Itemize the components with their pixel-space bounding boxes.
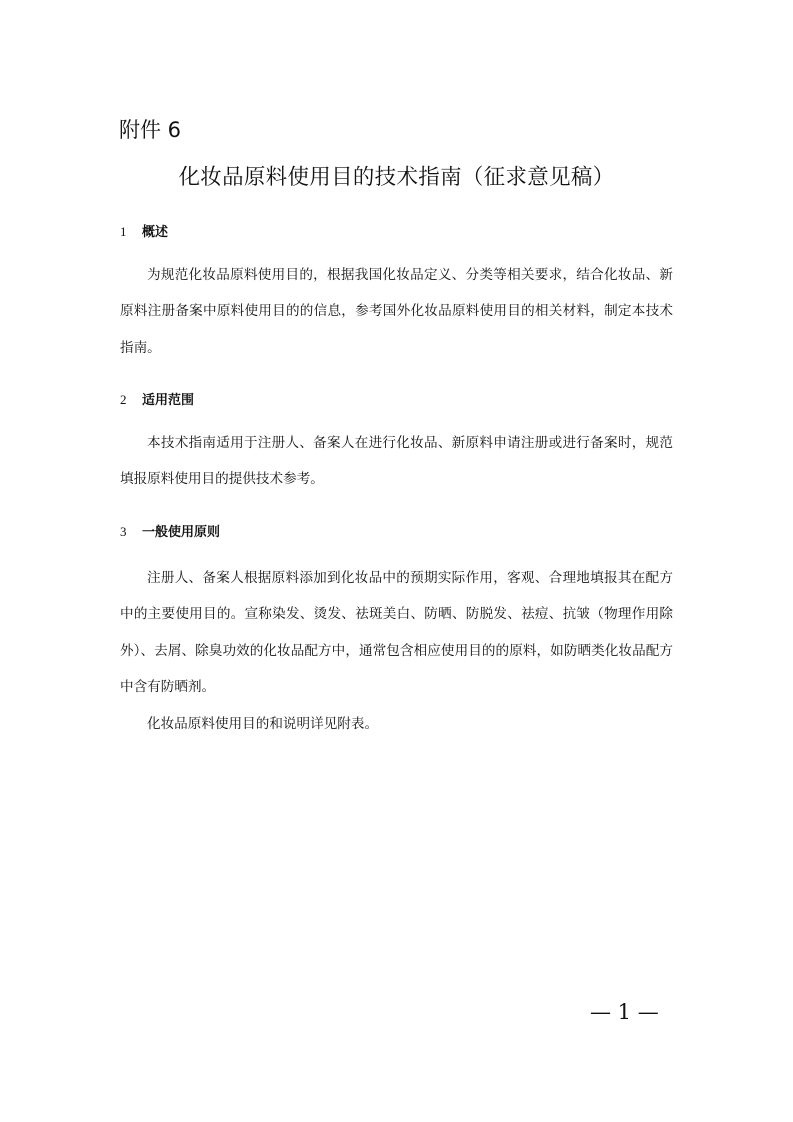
- section-title: 适用范围: [142, 393, 195, 408]
- section-title: 一般使用原则: [142, 525, 221, 540]
- section-heading-scope: [120, 389, 194, 408]
- section-number: 2: [120, 392, 127, 407]
- paragraph-overview: 为规范化妆品原料使用目的，根据我国化妆品定义、分类等相关要求，结合化妆品、新原料注册备案中原料使用目的的信息，参考国外化妆品原料使用目的相关材料，制定本技术指南。: [120, 267, 673, 356]
- section-heading-principles: [120, 521, 220, 540]
- paragraph-principles: 注册人、备案人根据原料添加到化妆品中的预期实际作用，客观、合理地填报其在配方中的主要使用目的。宣称染发、烫发、祛斑美白、防晒、防脱发、祛痘、抗皱（物理作用除外）、去屑、除臭功效的化妆品配方中，通常包含相应使用目的的原料，如防晒类化妆品配方中含有防晒剂。: [120, 570, 673, 695]
- attachment-label: 附件 6: [119, 118, 182, 142]
- paragraph-appendix-note: 化妆品原料使用目的和说明详见附表。: [147, 716, 379, 732]
- section-number: 3: [120, 524, 127, 539]
- section-heading-overview: [120, 221, 168, 240]
- document-title: 化妆品原料使用目的技术指南（征求意见稿）: [178, 165, 615, 190]
- paragraph-scope: 本技术指南适用于注册人、备案人在进行化妆品、新原料申请注册或进行备案时，规范填报原料使用目的提供技术参考。: [120, 435, 673, 488]
- section-title: 概述: [142, 225, 169, 240]
- section-number: 1: [120, 224, 127, 239]
- page-number: — 1 —: [590, 1000, 659, 1024]
